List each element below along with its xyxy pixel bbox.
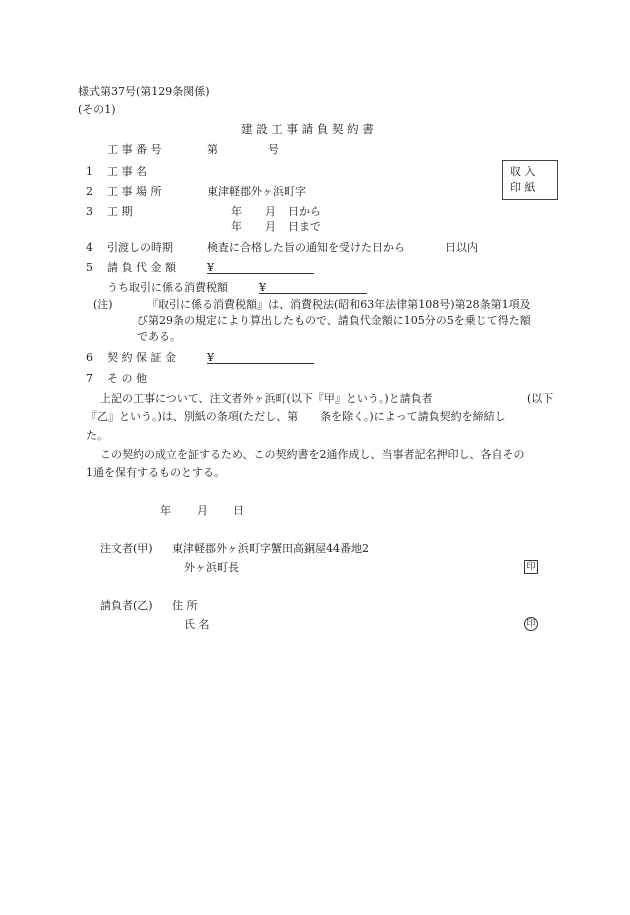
guarantee-underline xyxy=(207,363,314,364)
body-p2-line1: この契約の成立を証するため、この契約書を2通作成し、当事者記名押印し、各自その xyxy=(100,448,525,461)
item-3-month-to: 月 xyxy=(265,220,276,233)
stamp-line-2: 印 紙 xyxy=(510,181,536,194)
item-3-number: 3 xyxy=(86,205,93,218)
date-month: 月 xyxy=(197,504,208,517)
note-line-3: である。 xyxy=(137,330,181,343)
contractor-address-label: 住 所 xyxy=(172,599,198,612)
date-year: 年 xyxy=(160,504,171,517)
document-title: 建 設 工 事 請 負 契 約 書 xyxy=(241,122,374,136)
body-p2-line2: 1通を保有するものとする。 xyxy=(86,466,225,479)
body-p1-line1: 上記の工事について、注文者外ヶ浜町(以下『甲』という。)と請負者 xyxy=(100,392,433,405)
note-line-2: び第29条の規定により算出したもので、請負代金額に105分の5を乗じて得た額 xyxy=(137,314,531,327)
item-7-number: 7 xyxy=(86,372,93,385)
item-1-number: 1 xyxy=(86,165,93,178)
orderer-seal: 印 xyxy=(524,560,538,574)
orderer-label: 注文者(甲) xyxy=(100,542,153,555)
item-5-number: 5 xyxy=(86,261,93,274)
item-3-year-from: 年 xyxy=(231,205,242,218)
note-mark: (注) xyxy=(93,298,113,311)
note-line-1: 『取引に係る消費税額』は、消費税法(昭和63年法律第108号)第28条第1項及 xyxy=(147,298,531,311)
contractor-name-label: 氏 名 xyxy=(184,618,210,631)
date-day: 日 xyxy=(233,504,244,517)
part-label: (その1) xyxy=(78,103,116,116)
contractor-seal: 印 xyxy=(524,617,538,631)
orderer-address: 東津軽郡外ヶ浜町字蟹田高銅屋44番地2 xyxy=(172,542,369,555)
body-p1-line3: た。 xyxy=(86,429,108,442)
tax-label: うち取引に係る消費税額 xyxy=(107,281,228,294)
item-5-yen: ¥ xyxy=(207,261,214,274)
project-no-suffix: 号 xyxy=(268,143,279,156)
body-p1-line2: 『乙』という。)は、別紙の条項(ただし、第 条を除く。)によって請負契約を締結し xyxy=(86,410,506,423)
tax-underline xyxy=(259,293,367,294)
item-3-day-from: 日から xyxy=(288,205,321,218)
item-5-label: 請 負 代 金 額 xyxy=(107,261,176,274)
project-no-label: 工 事 番 号 xyxy=(107,143,162,156)
body-p1-line1-end: (以下 xyxy=(527,392,554,405)
item-2-label: 工 事 場 所 xyxy=(107,185,162,198)
contract-amount-underline xyxy=(207,273,314,274)
item-6-label: 契 約 保 証 金 xyxy=(107,351,176,364)
project-no-prefix: 第 xyxy=(207,143,218,156)
item-3-month-from: 月 xyxy=(265,205,276,218)
item-2-value: 東津軽郡外ヶ浜町字 xyxy=(207,185,306,198)
contractor-label: 請負者(乙) xyxy=(100,599,153,612)
orderer-name: 外ヶ浜町長 xyxy=(184,561,239,574)
item-2-number: 2 xyxy=(86,185,93,198)
item-3-year-to: 年 xyxy=(231,220,242,233)
item-4-number: 4 xyxy=(86,241,93,254)
stamp-line-1: 収 入 xyxy=(510,165,536,178)
item-1-label: 工 事 名 xyxy=(107,165,147,178)
item-6-yen: ¥ xyxy=(207,351,214,364)
item-6-number: 6 xyxy=(86,351,93,364)
item-7-label: そ の 他 xyxy=(107,372,147,385)
item-4-value: 検査に合格した旨の通知を受けた日から xyxy=(207,241,405,254)
tax-yen: ¥ xyxy=(259,281,266,294)
item-3-day-to: 日まで xyxy=(288,220,321,233)
form-number: 様式第37号(第129条関係) xyxy=(78,85,210,98)
item-4-label: 引渡しの時期 xyxy=(107,241,173,254)
item-4-suffix: 日以内 xyxy=(445,241,478,254)
item-3-label: 工 期 xyxy=(107,205,133,218)
